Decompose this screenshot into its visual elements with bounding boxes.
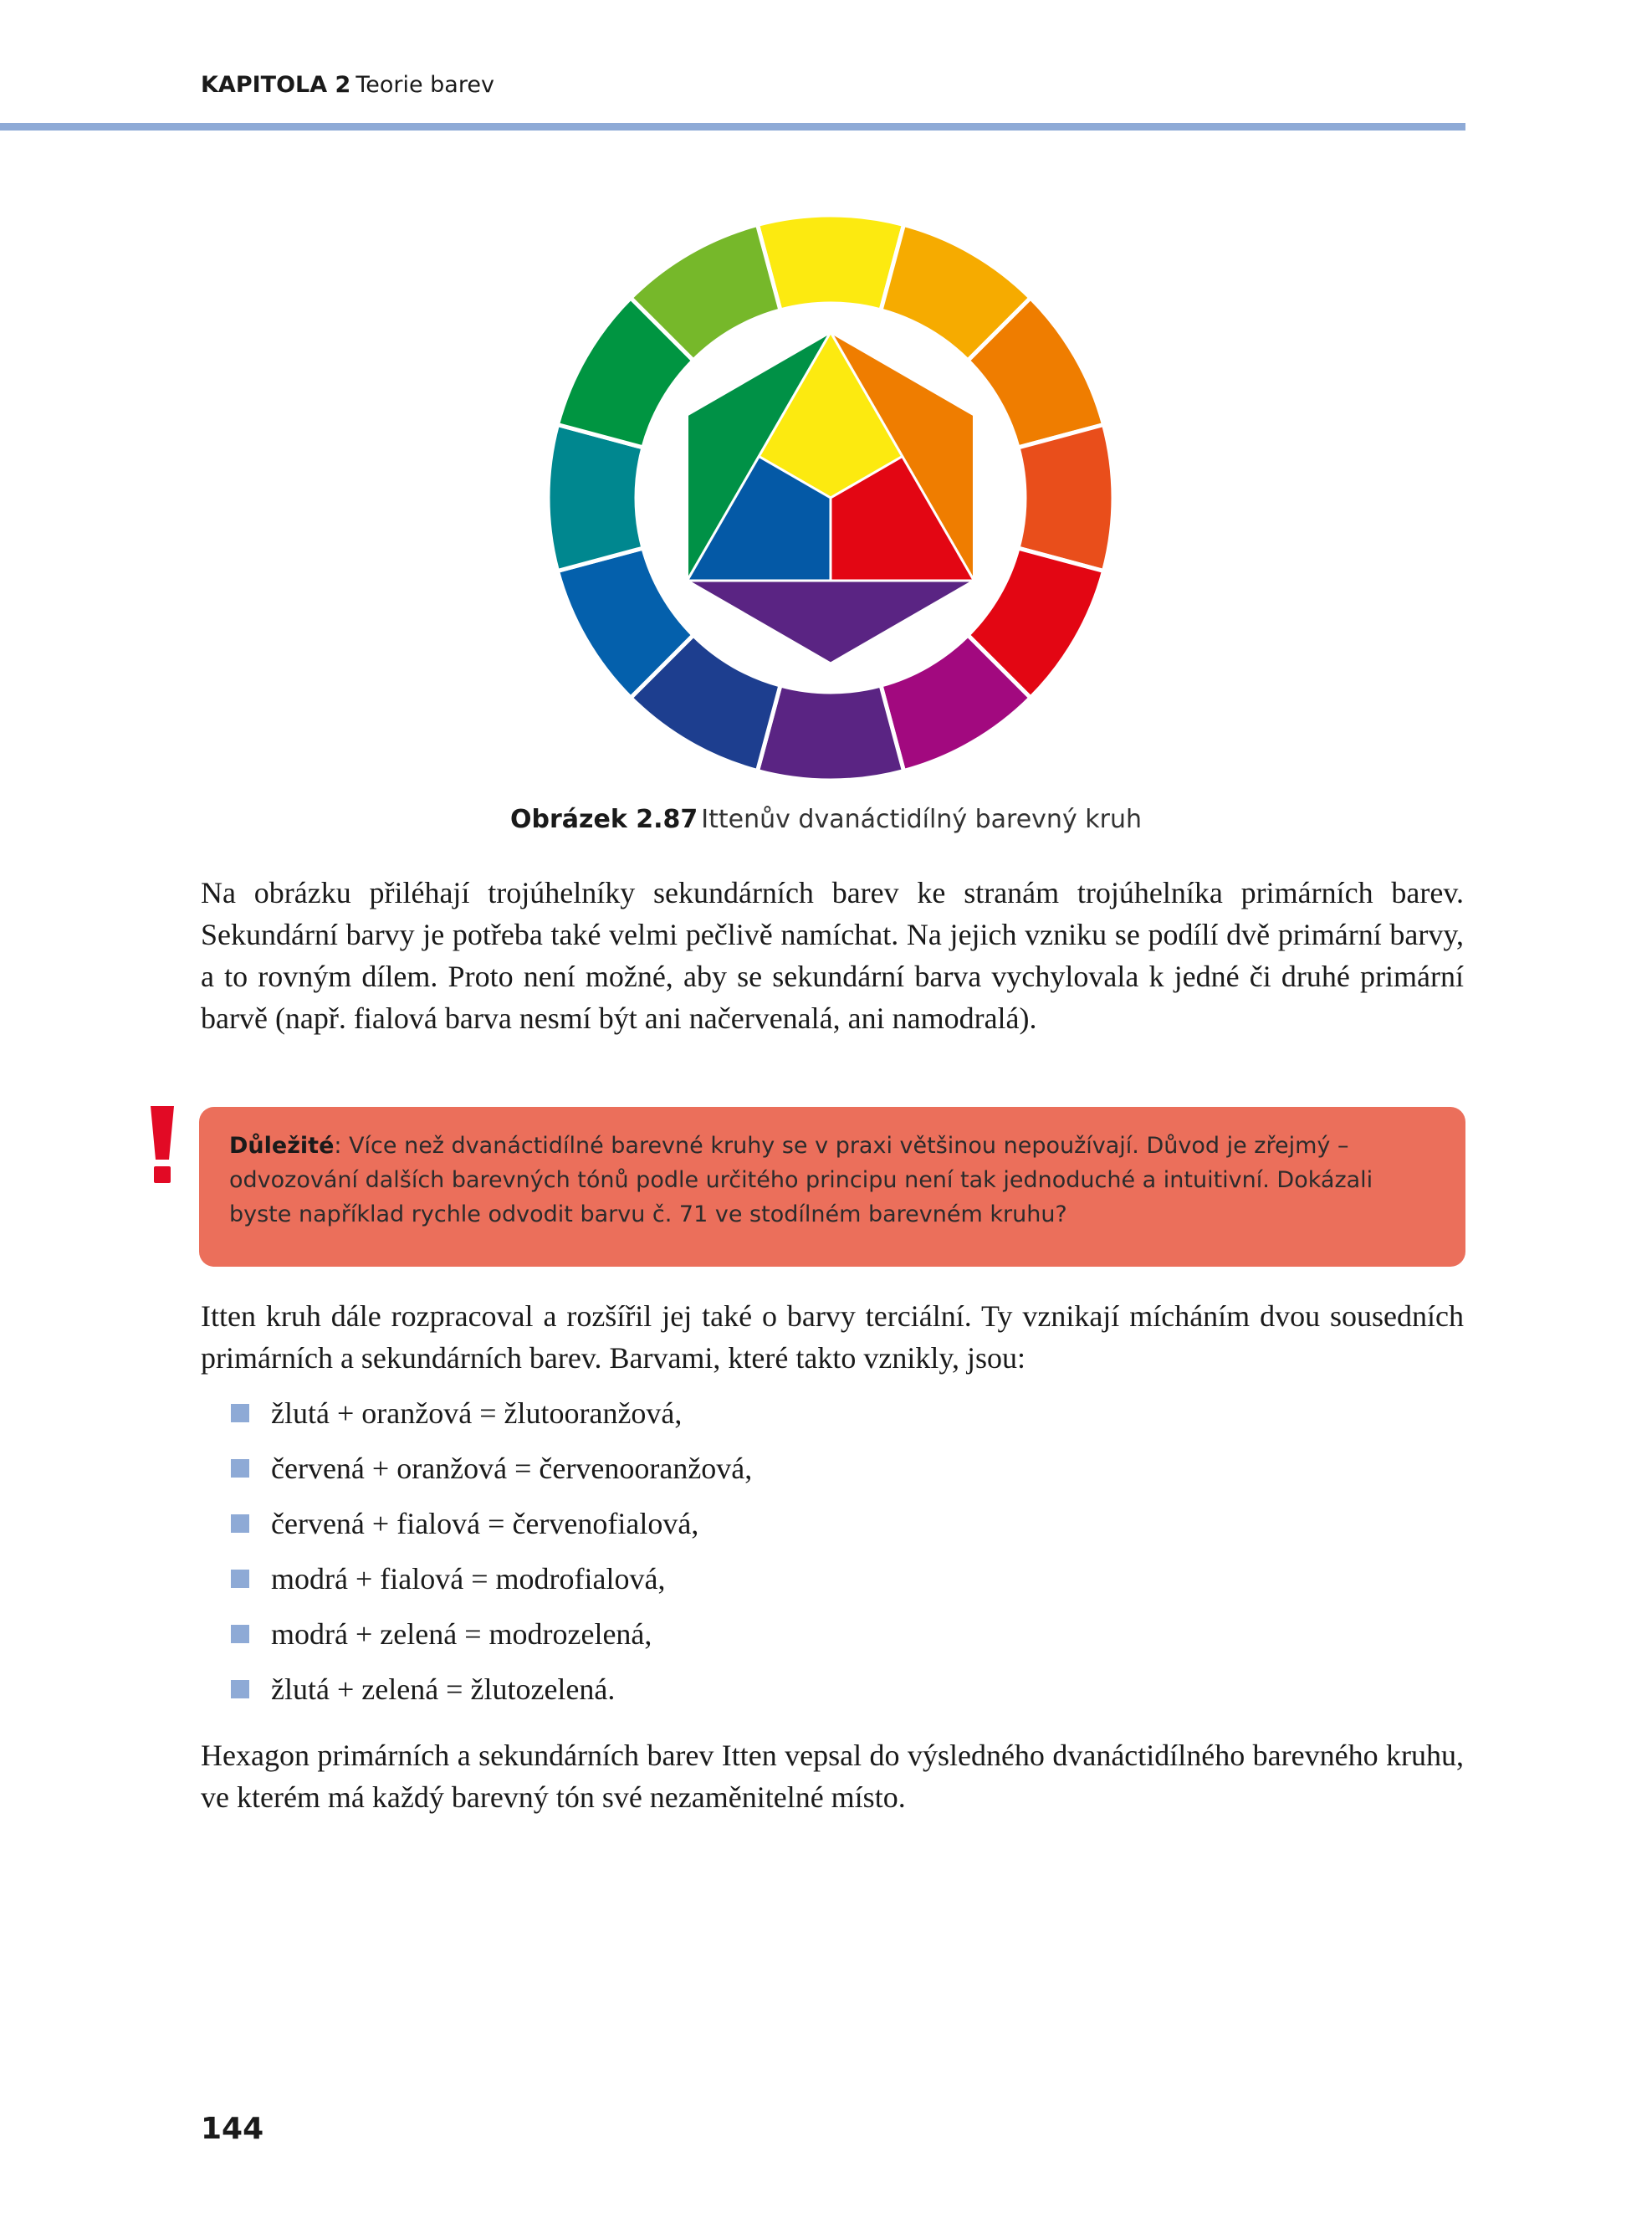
inner-hexagon [688, 332, 974, 663]
square-bullet-icon [231, 1459, 249, 1478]
chapter-title: Teorie barev [355, 72, 494, 98]
list-item-text: modrá + zelená = modrozelená, [271, 1617, 652, 1651]
important-callout [199, 1107, 1465, 1267]
chapter-number: KAPITOLA 2 [201, 72, 351, 98]
square-bullet-icon [231, 1625, 249, 1643]
ring-segment-red-orange [1018, 425, 1113, 571]
list-item [231, 1392, 752, 1447]
page-number: 144 [201, 2112, 264, 2146]
square-bullet-icon [231, 1404, 249, 1422]
square-bullet-icon [231, 1514, 249, 1533]
list-item-text: červená + oranžová = červenooranžová, [271, 1452, 753, 1485]
callout-text: : Více než dvanáctidílné barevné kruhy se v praxi většinou nepoužívají. Důvod je zřejmý – odvozování dalších barevných tónů podle určitého principu není tak jednoduché a intuitivní. Dokázali byste například rychle odvodit barvu č. 71 ve stodílném barevném kruhu? [229, 1133, 1373, 1227]
list-item-text: žlutá + oranžová = žlutooranžová, [271, 1396, 683, 1430]
paragraph-secondary-colors: Na obrázku přiléhají trojúhelníky sekundárních barev ke stranám trojúhelníka primárních barev. Sekundární barvy je potřeba také velmi pečlivě namíchat. Na jejich vzniku se podílí dvě primární barvy, a to rovným dílem. Proto není možné, aby se sekundární barva vychylovala k jedné či druhé primární barvě (např. fialová barva nesmí být ani načervenalá, ani namodralá). [201, 876, 1464, 1035]
paragraph-tertiary-colors: Itten kruh dále rozpracoval a rozšířil jej také o barvy terciální. Ty vznikají mícháním dvou sousedních primárních a sekundárních barev. Barvami, které takto vznikly, jsou: [201, 1299, 1464, 1375]
secondary-violet-triangle [688, 581, 974, 663]
list-item [231, 1668, 752, 1724]
figure-caption-text: Ittenův dvanáctidílný barevný kruh [701, 805, 1142, 834]
ring-segment-yellow [758, 215, 904, 310]
list-item [231, 1447, 752, 1503]
figure-label: Obrázek 2.87 [510, 805, 698, 834]
itten-color-wheel [542, 209, 1119, 786]
list-item [231, 1558, 752, 1613]
square-bullet-icon [231, 1680, 249, 1698]
exclamation-icon [149, 1106, 176, 1183]
paragraph-hexagon: Hexagon primárních a sekundárních barev Itten vepsal do výsledného dvanáctidílného barevného kruhu, ve kterém má každý barevný tón své nezaměnitelné místo. [201, 1739, 1464, 1814]
callout-label: Důležité [229, 1133, 335, 1159]
list-item [231, 1613, 752, 1668]
tertiary-color-list [231, 1392, 752, 1724]
list-item-text: modrá + fialová = modrofialová, [271, 1562, 666, 1596]
header-rule [0, 123, 1465, 131]
figure-caption [0, 805, 1652, 834]
ring-segment-blue-green [548, 425, 643, 571]
ring-segment-violet [758, 685, 904, 781]
list-item-text: červená + fialová = červenofialová, [271, 1507, 699, 1540]
square-bullet-icon [231, 1570, 249, 1588]
list-item-text: žlutá + zelená = žlutozelená. [271, 1672, 616, 1706]
list-item [231, 1503, 752, 1558]
running-header [201, 72, 494, 98]
